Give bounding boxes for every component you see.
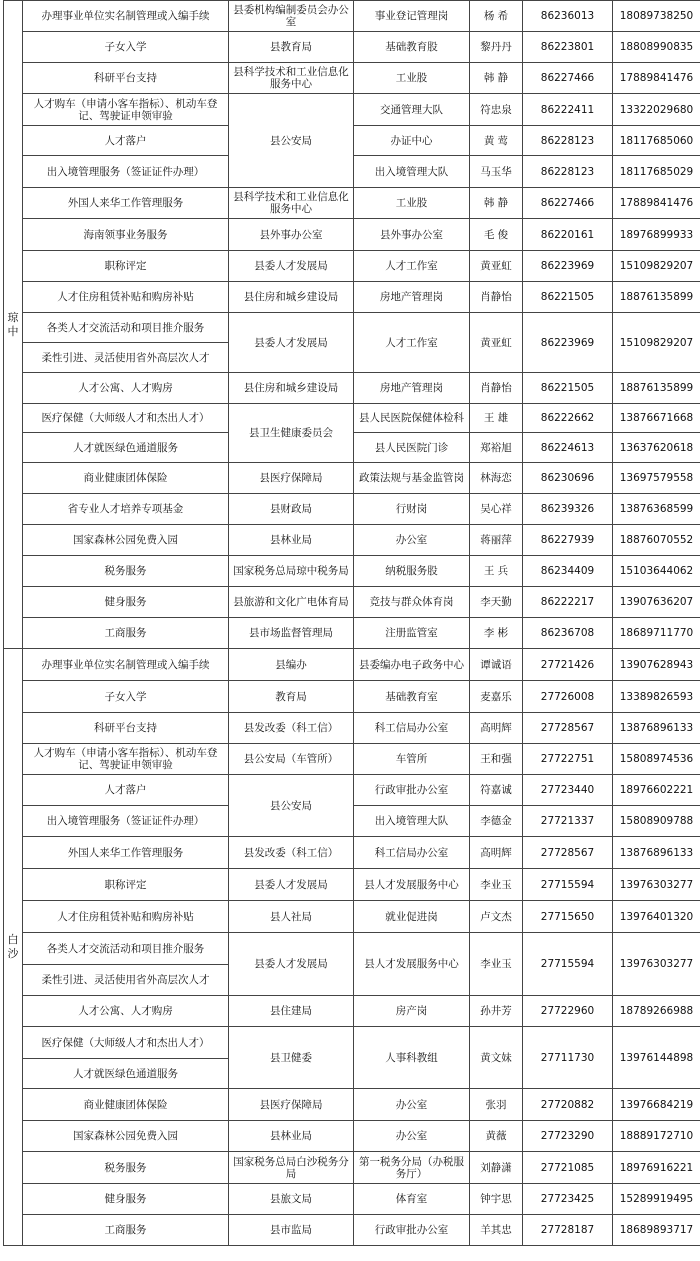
dept-cell: 县住建局 [229,996,354,1027]
office-cell: 竞技与群众体育岗 [354,587,470,618]
office-cell: 人才工作室 [354,313,470,373]
table-row [4,901,700,933]
item-cell: 出入境管理服务（签证证件办理） [23,156,229,188]
office-cell: 行政审批办公室 [354,1215,470,1246]
table-row [4,94,700,126]
mobile-cell: 18689711770 [613,618,700,649]
phone-cell: 27728567 [523,837,613,869]
item-cell: 外国人来华工作管理服务 [23,188,229,219]
table-row [4,775,700,806]
office-cell: 科工信局办公室 [354,713,470,744]
office-cell: 就业促进岗 [354,901,470,933]
person-cell: 李 彬 [470,618,523,649]
phone-cell: 86220161 [523,219,613,251]
person-cell: 杨 希 [470,1,523,32]
item-cell: 各类人才交流活动和项目推介服务 [23,313,229,343]
person-cell: 李业玉 [470,933,523,996]
dept-cell: 县公安局 [229,94,354,188]
mobile-cell: 13876896133 [613,713,700,744]
office-cell: 行财岗 [354,494,470,525]
person-cell: 肖静怡 [470,282,523,313]
dept-cell: 县住房和城乡建设局 [229,282,354,313]
phone-cell: 86239326 [523,494,613,525]
phone-cell: 27721337 [523,806,613,837]
person-cell: 钟宇思 [470,1184,523,1215]
mobile-cell: 18876135899 [613,373,700,404]
person-cell: 吴心祥 [470,494,523,525]
item-cell: 人才住房租赁补贴和购房补贴 [23,282,229,313]
dept-cell: 县委人才发展局 [229,869,354,901]
table-row [4,251,700,282]
table-row [4,837,700,869]
item-cell: 医疗保健（大师级人才和杰出人才） [23,404,229,433]
dept-cell: 县市场监督管理局 [229,618,354,649]
item-cell: 商业健康团体保险 [23,1089,229,1121]
person-cell: 高明辉 [470,713,523,744]
phone-cell: 27721085 [523,1152,613,1184]
item-cell: 国家森林公园免费入园 [23,525,229,556]
mobile-cell: 15103644062 [613,556,700,587]
item-cell: 子女入学 [23,32,229,63]
item-cell: 健身服务 [23,1184,229,1215]
item-cell: 科研平台支持 [23,713,229,744]
office-cell: 车管所 [354,744,470,775]
mobile-cell: 15109829207 [613,313,700,373]
mobile-cell: 13976144898 [613,1027,700,1089]
dept-cell: 县旅文局 [229,1184,354,1215]
office-cell: 县人民医院门诊 [354,433,470,463]
phone-cell: 27723290 [523,1121,613,1152]
dept-cell: 县人社局 [229,901,354,933]
person-cell: 高明辉 [470,837,523,869]
office-cell: 工业股 [354,63,470,94]
table-row [4,1152,700,1184]
table-row [4,649,700,681]
dept-cell: 县发改委（科工信） [229,837,354,869]
table-row [4,744,700,775]
region-name: 白沙 [7,933,19,960]
phone-cell: 27721426 [523,649,613,681]
item-cell: 职称评定 [23,251,229,282]
dept-cell: 县外事办公室 [229,219,354,251]
table-row [4,404,700,433]
phone-cell: 27723440 [523,775,613,806]
office-cell: 事业登记管理岗 [354,1,470,32]
person-cell: 孙井芳 [470,996,523,1027]
phone-cell: 86221505 [523,282,613,313]
mobile-cell: 13637620618 [613,433,700,463]
item-cell: 人才落户 [23,775,229,806]
person-cell: 符忠泉 [470,94,523,126]
item-cell: 职称评定 [23,869,229,901]
table-row [4,1027,700,1059]
dept-cell: 县公安局（车管所） [229,744,354,775]
item-cell: 科研平台支持 [23,63,229,94]
person-cell: 麦嘉乐 [470,681,523,713]
mobile-cell: 13976303277 [613,933,700,996]
item-cell: 办理事业单位实名制管理或入编手续 [23,649,229,681]
item-cell: 税务服务 [23,1152,229,1184]
mobile-cell: 18789266988 [613,996,700,1027]
person-cell: 黄薇 [470,1121,523,1152]
item-cell: 办理事业单位实名制管理或入编手续 [23,1,229,32]
office-cell: 县人才发展服务中心 [354,869,470,901]
item-cell: 人才购车（申请小客车指标）、机动车登记、驾驶证申领审验 [23,744,229,775]
table-row [4,1215,700,1246]
person-cell: 郑裕旭 [470,433,523,463]
phone-cell: 86222662 [523,404,613,433]
mobile-cell: 13697579558 [613,463,700,494]
table-row [4,282,700,313]
item-cell: 商业健康团体保险 [23,463,229,494]
table-row [4,32,700,63]
mobile-cell: 13876896133 [613,837,700,869]
item-cell: 人才落户 [23,126,229,156]
phone-cell: 86228123 [523,126,613,156]
phone-cell: 86234409 [523,556,613,587]
dept-cell: 教育局 [229,681,354,713]
table-row [4,618,700,649]
mobile-cell: 15808909788 [613,806,700,837]
mobile-cell: 18089738250 [613,1,700,32]
phone-cell: 27722751 [523,744,613,775]
person-cell: 羊其忠 [470,1215,523,1246]
table-row [4,713,700,744]
person-cell: 王 兵 [470,556,523,587]
office-cell: 纳税服务股 [354,556,470,587]
office-cell: 行政审批办公室 [354,775,470,806]
contact-table-body [4,1,700,1246]
mobile-cell: 13322029680 [613,94,700,126]
phone-cell: 27723425 [523,1184,613,1215]
table-row [4,681,700,713]
person-cell: 韩 静 [470,63,523,94]
mobile-cell: 13976401320 [613,901,700,933]
person-cell: 符嘉诚 [470,775,523,806]
mobile-cell: 13907628943 [613,649,700,681]
person-cell: 李天勤 [470,587,523,618]
office-cell: 房地产管理岗 [354,282,470,313]
dept-cell: 国家税务总局琼中税务局 [229,556,354,587]
region-label [4,649,23,1246]
contact-table [3,0,700,1246]
office-cell: 政策法规与基金监管岗 [354,463,470,494]
table-row [4,373,700,404]
office-cell: 县委编办电子政务中心 [354,649,470,681]
person-cell: 黎丹丹 [470,32,523,63]
dept-cell: 县委人才发展局 [229,251,354,282]
office-cell: 第一税务分局（办税服务厅） [354,1152,470,1184]
person-cell: 黄文妹 [470,1027,523,1089]
mobile-cell: 13389826593 [613,681,700,713]
table-row [4,1121,700,1152]
phone-cell: 27715594 [523,869,613,901]
phone-cell: 86227466 [523,188,613,219]
item-cell: 海南领事业务服务 [23,219,229,251]
office-cell: 科工信局办公室 [354,837,470,869]
mobile-cell: 18976899933 [613,219,700,251]
item-cell: 人才购车（申请小客车指标）、机动车登记、驾驶证申领审验 [23,94,229,126]
phone-cell: 86223969 [523,251,613,282]
table-row [4,63,700,94]
phone-cell: 86221505 [523,373,613,404]
dept-cell: 县科学技术和工业信息化服务中心 [229,188,354,219]
office-cell: 注册监管室 [354,618,470,649]
phone-cell: 27728187 [523,1215,613,1246]
office-cell: 出入境管理大队 [354,156,470,188]
phone-cell: 27715594 [523,933,613,996]
person-cell: 李德金 [470,806,523,837]
table-row [4,933,700,965]
office-cell: 体育室 [354,1184,470,1215]
dept-cell: 国家税务总局白沙税务分局 [229,1152,354,1184]
table-row [4,556,700,587]
mobile-cell: 13907636207 [613,587,700,618]
office-cell: 办公室 [354,1089,470,1121]
table-row [4,188,700,219]
dept-cell: 县教育局 [229,32,354,63]
person-cell: 韩 静 [470,188,523,219]
office-cell: 人事科教组 [354,1027,470,1089]
item-cell: 人才就医绿色通道服务 [23,433,229,463]
dept-cell: 县林业局 [229,525,354,556]
dept-cell: 县医疗保障局 [229,1089,354,1121]
person-cell: 黄亚虹 [470,313,523,373]
item-cell: 工商服务 [23,618,229,649]
item-cell: 各类人才交流活动和项目推介服务 [23,933,229,965]
office-cell: 县外事办公室 [354,219,470,251]
mobile-cell: 17889841476 [613,63,700,94]
dept-cell: 县公安局 [229,775,354,837]
person-cell: 黄亚虹 [470,251,523,282]
phone-cell: 86222217 [523,587,613,618]
item-cell: 省专业人才培养专项基金 [23,494,229,525]
mobile-cell: 13976684219 [613,1089,700,1121]
dept-cell: 县委人才发展局 [229,313,354,373]
person-cell: 蒋丽萍 [470,525,523,556]
phone-cell: 27711730 [523,1027,613,1089]
phone-cell: 86227466 [523,63,613,94]
mobile-cell: 15289919495 [613,1184,700,1215]
dept-cell: 县旅游和文化广电体育局 [229,587,354,618]
table-row [4,1184,700,1215]
item-cell: 人才住房租赁补贴和购房补贴 [23,901,229,933]
table-row [4,313,700,343]
mobile-cell: 13876671668 [613,404,700,433]
office-cell: 基础教育室 [354,681,470,713]
person-cell: 王 雄 [470,404,523,433]
phone-cell: 27728567 [523,713,613,744]
office-cell: 工业股 [354,188,470,219]
dept-cell: 县委人才发展局 [229,933,354,996]
office-cell: 房产岗 [354,996,470,1027]
dept-cell: 县市监局 [229,1215,354,1246]
phone-cell: 86227939 [523,525,613,556]
phone-cell: 86223969 [523,313,613,373]
item-cell: 柔性引进、灵活使用省外高层次人才 [23,343,229,373]
item-cell: 出入境管理服务（签证证件办理） [23,806,229,837]
table-row [4,525,700,556]
table-row [4,494,700,525]
mobile-cell: 18876135899 [613,282,700,313]
phone-cell: 86223801 [523,32,613,63]
item-cell: 税务服务 [23,556,229,587]
mobile-cell: 18117685029 [613,156,700,188]
phone-cell: 27715650 [523,901,613,933]
dept-cell: 县住房和城乡建设局 [229,373,354,404]
person-cell: 李业玉 [470,869,523,901]
person-cell: 林海恋 [470,463,523,494]
office-cell: 县人才发展服务中心 [354,933,470,996]
phone-cell: 86222411 [523,94,613,126]
table-row [4,869,700,901]
table-row [4,1089,700,1121]
mobile-cell: 18976916221 [613,1152,700,1184]
item-cell: 工商服务 [23,1215,229,1246]
dept-cell: 县卫健委 [229,1027,354,1089]
item-cell: 外国人来华工作管理服务 [23,837,229,869]
dept-cell: 县编办 [229,649,354,681]
region-label [4,1,23,649]
item-cell: 健身服务 [23,587,229,618]
dept-cell: 县财政局 [229,494,354,525]
office-cell: 人才工作室 [354,251,470,282]
person-cell: 张羽 [470,1089,523,1121]
office-cell: 交通管理大队 [354,94,470,126]
item-cell: 医疗保健（大师级人才和杰出人才） [23,1027,229,1059]
item-cell: 人才公寓、人才购房 [23,373,229,404]
person-cell: 卢文杰 [470,901,523,933]
item-cell: 人才公寓、人才购房 [23,996,229,1027]
person-cell: 黄 莺 [470,126,523,156]
office-cell: 办证中心 [354,126,470,156]
office-cell: 房地产管理岗 [354,373,470,404]
person-cell: 王和强 [470,744,523,775]
person-cell: 肖静怡 [470,373,523,404]
item-cell: 国家森林公园免费入园 [23,1121,229,1152]
mobile-cell: 18976602221 [613,775,700,806]
dept-cell: 县委机构编制委员会办公室 [229,1,354,32]
office-cell: 县人民医院保健体检科 [354,404,470,433]
person-cell: 毛 俊 [470,219,523,251]
dept-cell: 县林业局 [229,1121,354,1152]
mobile-cell: 18889172710 [613,1121,700,1152]
table-row [4,463,700,494]
region-name: 琼中 [7,310,19,338]
mobile-cell: 13976303277 [613,869,700,901]
mobile-cell: 18808990835 [613,32,700,63]
mobile-cell: 17889841476 [613,188,700,219]
person-cell: 刘静潇 [470,1152,523,1184]
phone-cell: 86224613 [523,433,613,463]
mobile-cell: 15109829207 [613,251,700,282]
table-row [4,219,700,251]
item-cell: 人才就医绿色通道服务 [23,1059,229,1089]
dept-cell: 县发改委（科工信） [229,713,354,744]
mobile-cell: 18117685060 [613,126,700,156]
mobile-cell: 18876070552 [613,525,700,556]
item-cell: 子女入学 [23,681,229,713]
table-row [4,587,700,618]
office-cell: 办公室 [354,1121,470,1152]
person-cell: 马玉华 [470,156,523,188]
phone-cell: 86228123 [523,156,613,188]
dept-cell: 县科学技术和工业信息化服务中心 [229,63,354,94]
mobile-cell: 18689893717 [613,1215,700,1246]
phone-cell: 27722960 [523,996,613,1027]
phone-cell: 27720882 [523,1089,613,1121]
mobile-cell: 13876368599 [613,494,700,525]
table-row [4,1,700,32]
phone-cell: 86236708 [523,618,613,649]
office-cell: 出入境管理大队 [354,806,470,837]
dept-cell: 县医疗保障局 [229,463,354,494]
office-cell: 基础教育股 [354,32,470,63]
mobile-cell: 15808974536 [613,744,700,775]
phone-cell: 86230696 [523,463,613,494]
office-cell: 办公室 [354,525,470,556]
item-cell: 柔性引进、灵活使用省外高层次人才 [23,965,229,996]
person-cell: 谭诚语 [470,649,523,681]
phone-cell: 86236013 [523,1,613,32]
phone-cell: 27726008 [523,681,613,713]
table-row [4,996,700,1027]
dept-cell: 县卫生健康委员会 [229,404,354,463]
